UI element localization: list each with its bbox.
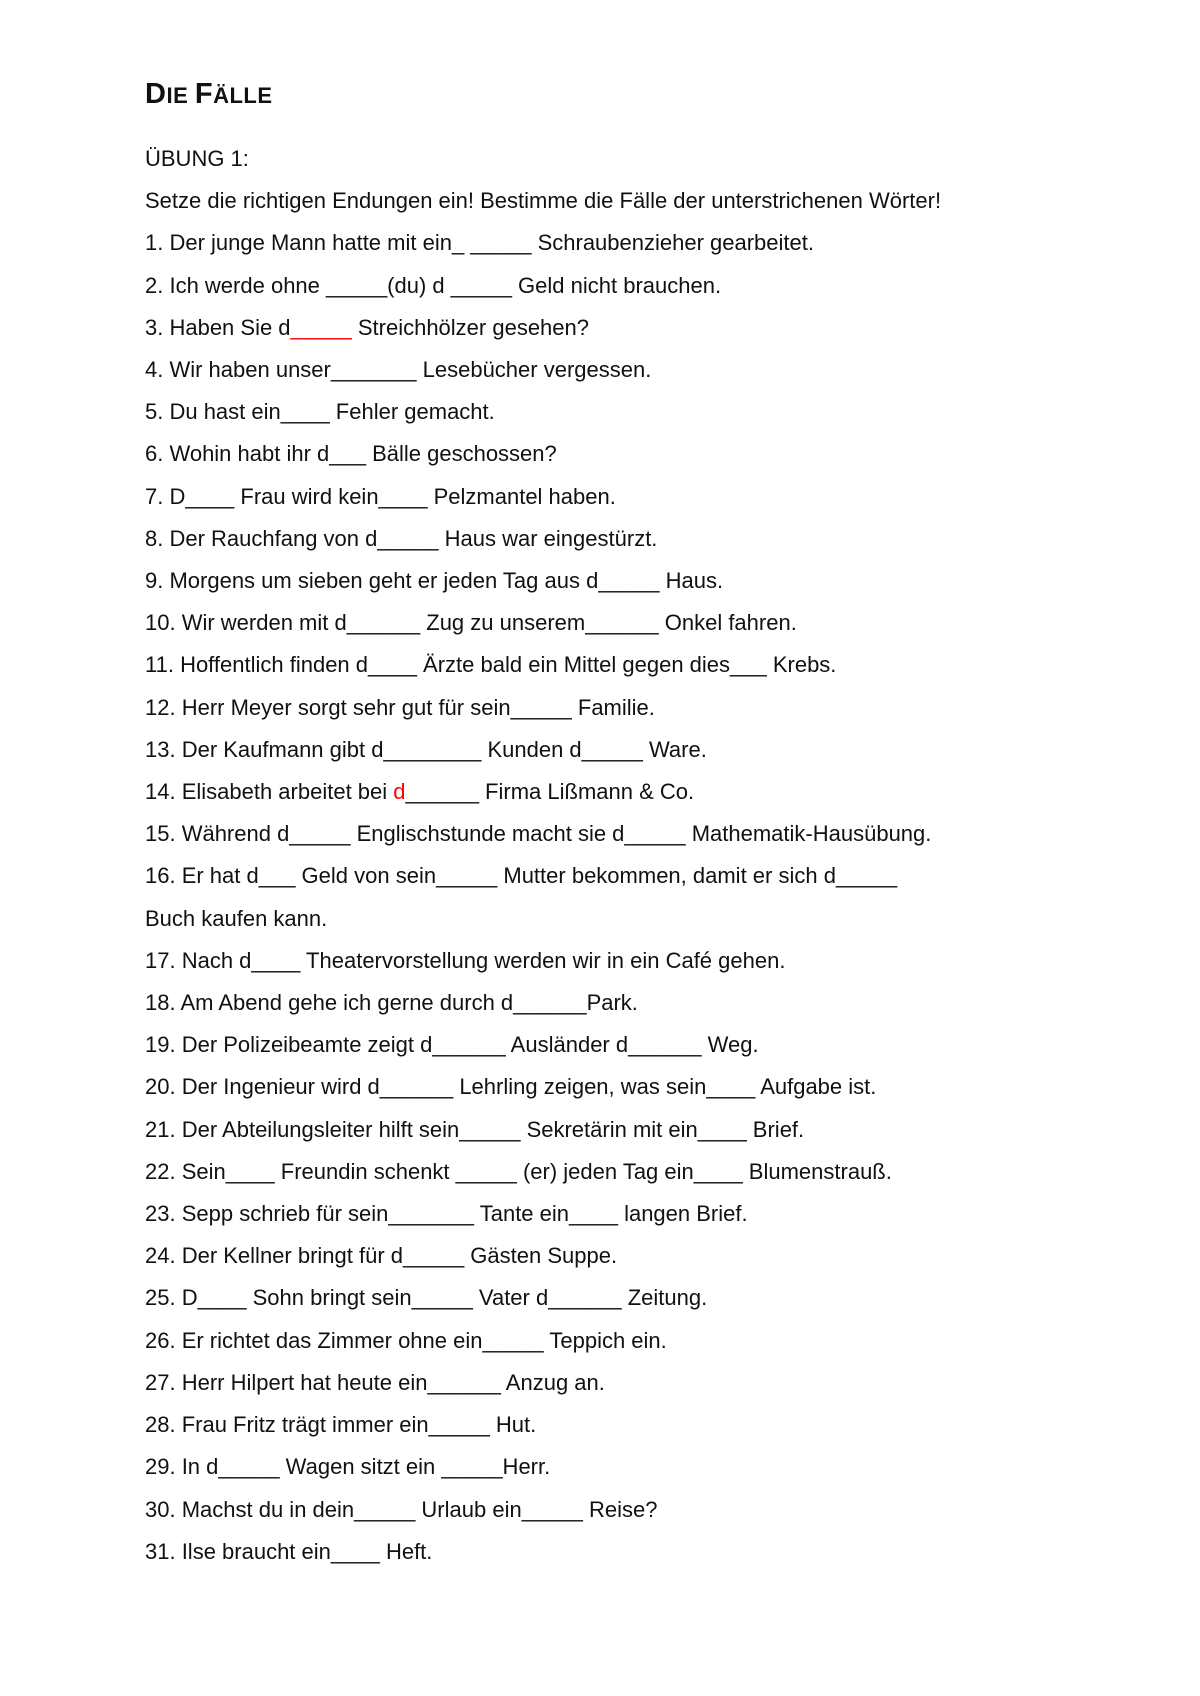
exercise-line: 2. Ich werde ohne _____(du) d _____ Geld nicht brauchen. [145, 272, 722, 298]
highlighted-blank: d [393, 779, 406, 805]
exercise-line: 25. D____ Sohn bringt sein_____ Vater d______ Zeitung. [145, 1285, 708, 1311]
title-d-cap: D [145, 78, 167, 110]
exercise-line: 20. Der Ingenieur wird d______ Lehrling zeigen, was sein____ Aufgabe ist. [145, 1074, 877, 1100]
exercise-line: 13. Der Kaufmann gibt d________ Kunden d_____ Ware. [145, 736, 707, 762]
exercise-line: 31. Ilse braucht ein____ Heft. [145, 1538, 433, 1564]
exercise-line: 4. Wir haben unser_______ Lesebücher vergessen. [145, 357, 652, 383]
exercise-line: 7. D____ Frau wird kein____ Pelzmantel haben. [145, 483, 616, 509]
exercise-line: 21. Der Abteilungsleiter hilft sein_____ Sekretärin mit ein____ Brief. [145, 1116, 805, 1142]
exercise-line: 17. Nach d____ Theatervorstellung werden wir in ein Café gehen. [145, 947, 786, 973]
line-text: ______ Firma Lißmann & Co. [405, 779, 695, 805]
line-text: Streichhölzer gesehen? [351, 314, 589, 340]
exercise-line: 24. Der Kellner bringt für d_____ Gästen Suppe. [145, 1243, 618, 1269]
exercise-line: 30. Machst du in dein_____ Urlaub ein_____ Reise? [145, 1496, 658, 1522]
exercise-line: 1. Der junge Mann hatte mit ein_ _____ Schraubenzieher gearbeitet. [145, 230, 814, 256]
instruction: Setze die richtigen Endungen ein! Bestimme die Fälle der unterstrichenen Wörter! [145, 188, 942, 214]
title-f-cap: F [194, 78, 214, 110]
exercise-line [145, 307, 1145, 349]
exercise-line: 12. Herr Meyer sorgt sehr gut für sein_____ Familie. [145, 694, 655, 720]
line-text: 3. Haben Sie d [145, 314, 291, 340]
page-title [145, 70, 1145, 118]
exercise-line: 29. In d_____ Wagen sitzt ein _____Herr. [145, 1454, 551, 1480]
highlighted-blank: _____ [290, 314, 352, 340]
exercise-heading: ÜBUNG 1: [145, 146, 249, 171]
exercise-line: 18. Am Abend gehe ich gerne durch d______Park. [145, 990, 638, 1016]
title-f-rest: ÄLLE [213, 83, 273, 108]
line-text: 14. Elisabeth arbeitet bei [145, 779, 394, 805]
worksheet-page [145, 70, 1145, 1573]
exercise-line: 22. Sein____ Freundin schenkt _____ (er) jeden Tag ein____ Blumenstrauß. [145, 1158, 892, 1184]
exercise-line: 9. Morgens um sieben geht er jeden Tag aus d_____ Haus. [145, 568, 724, 594]
exercise-line: 19. Der Polizeibeamte zeigt d______ Ausländer d______ Weg. [145, 1032, 759, 1058]
title-d-rest: IE [166, 83, 195, 108]
exercise-line: 28. Frau Fritz trägt immer ein_____ Hut. [145, 1412, 537, 1438]
exercise-line: Buch kaufen kann. [145, 905, 328, 931]
exercise-line: 6. Wohin habt ihr d___ Bälle geschossen? [145, 441, 557, 467]
exercise-line [145, 771, 1145, 813]
exercise-line: 27. Herr Hilpert hat heute ein______ Anzug an. [145, 1369, 605, 1395]
exercise-line: 26. Er richtet das Zimmer ohne ein_____ Teppich ein. [145, 1327, 667, 1353]
exercise-line: 23. Sepp schrieb für sein_______ Tante ein____ langen Brief. [145, 1201, 748, 1227]
exercise-line: 5. Du hast ein____ Fehler gemacht. [145, 399, 495, 425]
exercise-line: 8. Der Rauchfang von d_____ Haus war eingestürzt. [145, 525, 658, 551]
exercise-line: 10. Wir werden mit d______ Zug zu unserem______ Onkel fahren. [145, 610, 797, 636]
exercise-line: 15. Während d_____ Englischstunde macht sie d_____ Mathematik-Hausübung. [145, 821, 932, 847]
exercise-line: 16. Er hat d___ Geld von sein_____ Mutter bekommen, damit er sich d_____ [145, 863, 898, 889]
exercise-list [145, 222, 1145, 1573]
exercise-line: 11. Hoffentlich finden d____ Ärzte bald ein Mittel gegen dies___ Krebs. [145, 652, 837, 678]
